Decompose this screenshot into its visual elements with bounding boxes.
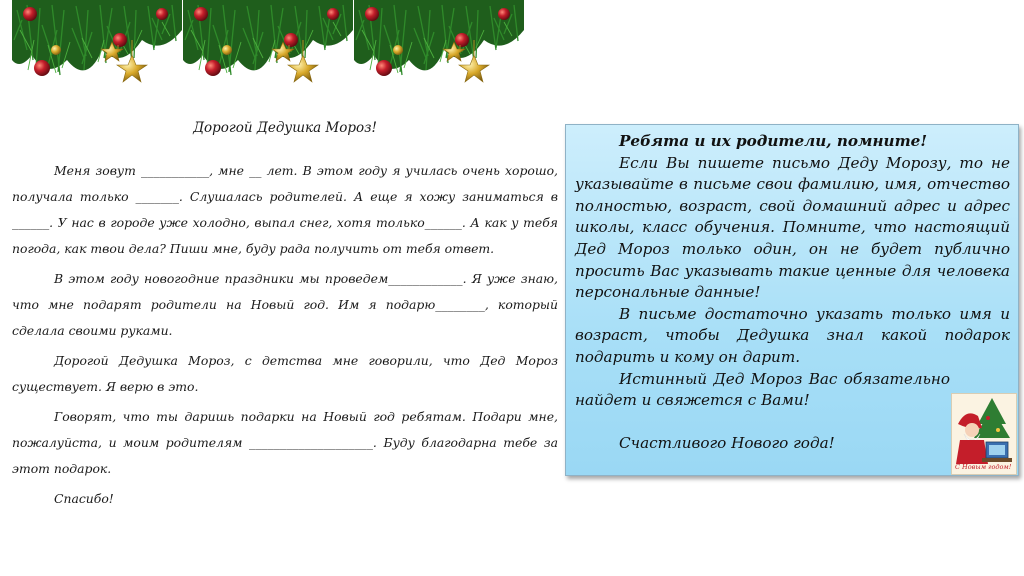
letter-signoff: Спасибо! (54, 491, 114, 506)
postcard-caption: С Новым годом! (955, 463, 1012, 471)
note-title: Ребята и их родители, помните! (619, 132, 927, 150)
letter-paragraph: Меня зовут ___________, мне __ лет. В этом году я училась очень хорошо, получала только _______. Слушалась родителей. А еще я хожу заниматься в ______. У нас в городе уже холодно, выпал снег, хотя только______. А как у тебя погода, как твои дела? Пиши мне, буду рада получить от тебя ответ. (12, 163, 558, 256)
letter-paragraph: Дорогой Дедушка Мороз, с детства мне говорили, что Дед Мороз существует. Я верю в это. (12, 353, 558, 394)
note-paragraph: Истинный Дед Мороз Вас обязательно найдет и свяжется с Вами! (575, 369, 950, 410)
note-greeting: Счастливого Нового года! (619, 434, 835, 453)
note-paragraph: Если Вы пишете письмо Деду Морозу, то не указывайте в письме свои фамилию, имя, отчество полностью, возраст, свой домашний адрес и адрес школы, класс обучения. Помните, что настоящий Дед Мороз только один, он не будет публично просить Вас указывать такие ценные для человека персональные данные! (575, 153, 1010, 302)
note-paragraph: В письме достаточно указать только имя и возраст, чтобы Дедушка знал какой подарок подарить и кому он дарит. (575, 304, 1010, 366)
garland-icon (12, 0, 524, 100)
letter-paragraph: Говорят, что ты даришь подарки на Новый год ребятам. Подари мне, пожалуйста, и моим родителям ____________________. Буду благодарна тебе за этот подарок. (12, 409, 558, 476)
christmas-garland-banner (12, 0, 524, 100)
letter-template (12, 118, 558, 516)
santa-postcard-image (951, 393, 1017, 475)
letter-title: Дорогой Дедушка Мороз! (193, 120, 377, 136)
santa-postcard-icon (952, 394, 1016, 474)
letter-paragraph: В этом году новогодние праздники мы проведем____________. Я уже знаю, что мне подарят родители на Новый год. Им я подарю________, который сделала своими руками. (12, 271, 558, 338)
